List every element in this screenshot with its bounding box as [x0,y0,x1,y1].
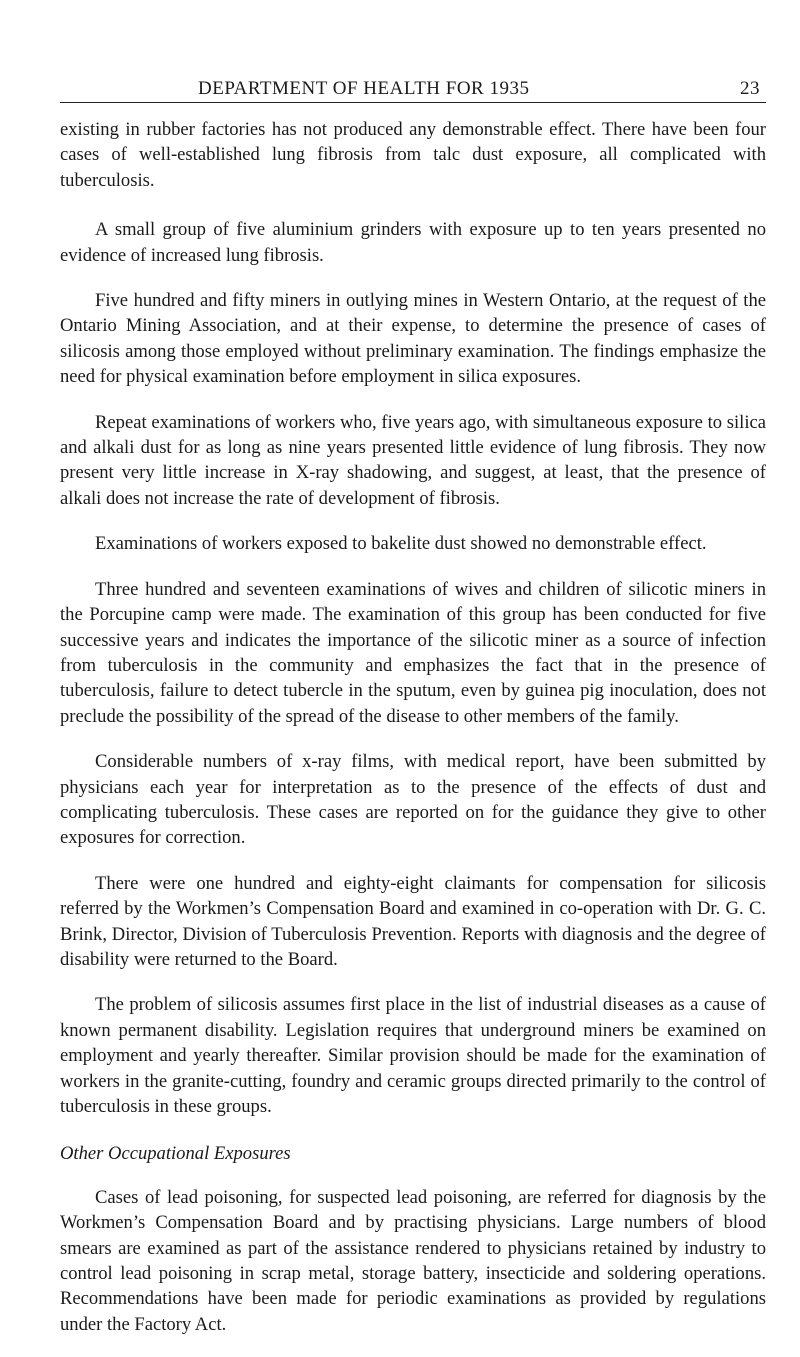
page-number: 23 [740,78,760,99]
paragraph: Cases of lead poisoning, for suspected lead poisoning, are referred for diagnosis by the Workmen’s Compensation Board and by practising physicians. Large numbers of blood smears are examined as part of the assistance rendered to physicians retained by industry to control lead poisoning in scrap metal, storage battery, insecticide and soldering operations. Recommendations have been made for periodic examinations as provided by regulations under the Factory Act. [60,1186,766,1335]
paragraph: Five hundred and fifty miners in outlying mines in Western Ontario, at the request of the Ontario Mining Association, and at their expense, to determine the presence of cases of silicosis among those employed without preliminary examination. The findings emphasize the need for physical examination before employment in silica exposures. [60,290,766,388]
paragraph: The problem of silicosis assumes first place in the list of industrial diseases as a cause of known permanent disability. Legislation requires that underground miners be examined on employment and yearly thereafter. Similar provision should be made for the examination of workers in the granite-cutting, foundry and ceramic groups directed primarily to the control of tuberculosis in these groups. [60,994,766,1117]
paragraph: Repeat examinations of workers who, five years ago, with simultaneous exposure to silica and alkali dust for as long as nine years presented little evidence of lung fibrosis. They now present very little increase in X-ray shadowing, and suggest, at least, that the presence of alkali does not increase the rate of development of fibrosis. [60,411,766,509]
paragraph: Three hundred and seventeen examinations of wives and children of silicotic miners in the Porcupine camp were made. The examination of this group has been conducted for five successive years and indicates the importance of the silicotic miner as a source of infection from tuberculosis in the community and emphasizes the fact that in the presence of tuberculosis, failure to detect tubercle in the sputum, even by guinea pig inoculation, does not preclude the possibility of the spread of the disease to other members of the family. [60,578,766,727]
paragraph: Considerable numbers of x-ray films, with medical report, have been submitted by physicians each year for interpretation as to the presence of the effects of dust and complicating tuberculosis. These cases are reported on for the guidance they give to other exposures for correction. [60,751,766,849]
paragraph: existing in rubber factories has not produced any demonstrable effect. There have been four cases of well-established lung fibrosis from talc dust exposure, all complicated with tuberculosis. [60,119,766,191]
document-page [60,78,766,1357]
paragraph: There were one hundred and eighty-eight claimants for compensation for silicosis referred by the Workmen’s Compensation Board and examined in co-operation with Dr. G. C. Brink, Director, Division of Tuberculosis Prevention. Reports with diagnosis and the degree of disability were returned to the Board. [60,872,766,970]
running-header [60,78,766,103]
paragraph: Examinations of workers exposed to bakelite dust showed no demonstrable effect. [95,533,707,555]
paragraph: A small group of five aluminium grinders with exposure up to ten years presented no evidence of increased lung fibrosis. [60,219,766,266]
section-heading: Other Occupational Exposures [60,1143,291,1165]
running-header-title: DEPARTMENT OF HEALTH FOR 1935 [198,78,530,99]
